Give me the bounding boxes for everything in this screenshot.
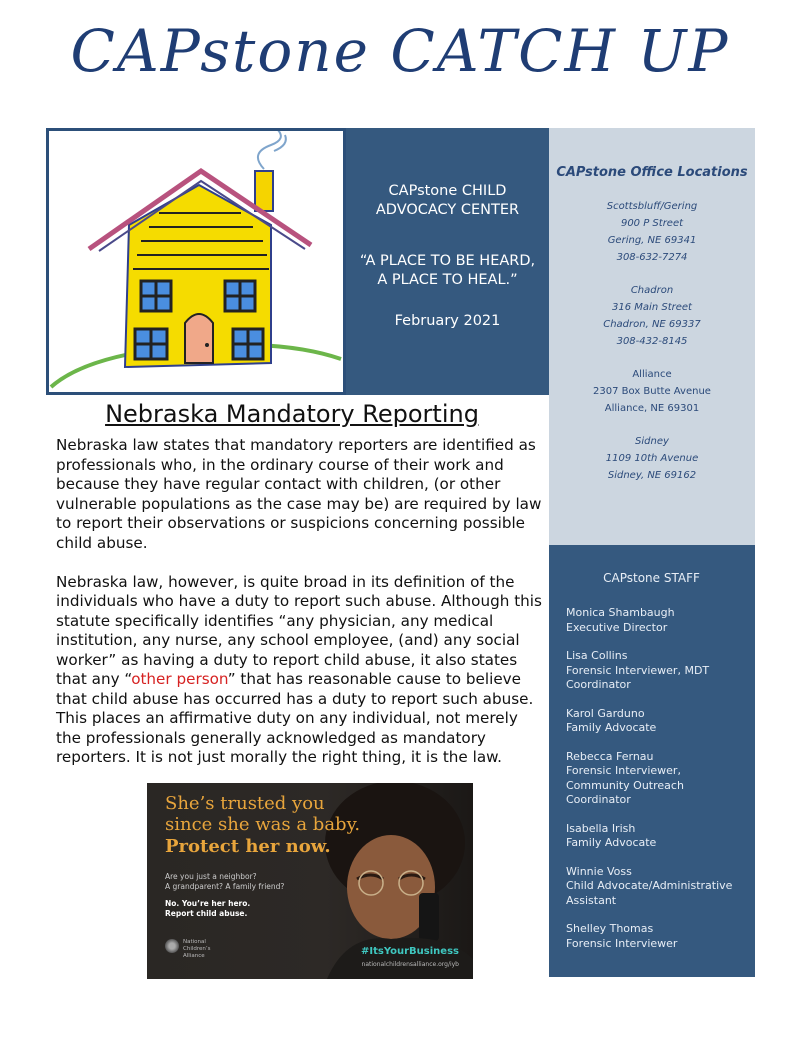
- office-line: Scottsbluff/Gering: [606, 201, 698, 212]
- nca-logo-icon: [165, 939, 179, 953]
- staff-role: Executive Director: [566, 620, 668, 634]
- office-line: Gering, NE 69341: [607, 235, 697, 246]
- office-line: Alliance, NE 69301: [604, 403, 700, 414]
- ad-question-line: A grandparent? A family friend?: [165, 882, 285, 891]
- staff-name: Monica Shambaugh: [566, 606, 675, 619]
- office-line: 1109 10th Avenue: [605, 453, 699, 464]
- staff-member: [566, 707, 745, 736]
- nca-logo-line: National: [183, 939, 206, 945]
- office-line: Sidney: [635, 436, 669, 447]
- center-name: [346, 182, 549, 220]
- motto-line: A PLACE TO HEAL.”: [377, 272, 518, 288]
- center-motto: [346, 252, 549, 290]
- highlighted-text: other person: [131, 670, 228, 688]
- center-info-panel: [346, 128, 549, 395]
- awareness-ad-image: [147, 783, 473, 979]
- staff-name: Karol Garduno: [566, 706, 645, 720]
- staff-member: [566, 922, 745, 951]
- staff-member: [566, 750, 745, 808]
- staff-member: [566, 822, 745, 851]
- staff-member: [566, 865, 745, 909]
- motto-line: “A PLACE TO BE HEARD,: [359, 253, 536, 269]
- staff-name: Winnie Voss: [566, 864, 632, 878]
- office-item: [549, 198, 755, 266]
- ad-headline-line: since she was a baby.: [165, 814, 361, 835]
- staff-role: Forensic Interviewer: [566, 936, 678, 950]
- issue-date: February 2021: [394, 313, 501, 329]
- staff-name: Shelley Thomas: [566, 922, 654, 935]
- staff-member: [566, 606, 745, 635]
- nca-logo: [165, 939, 211, 960]
- center-name-line: ADVOCACY CENTER: [375, 202, 520, 218]
- ad-answer-line: No. You’re her hero.: [165, 899, 251, 908]
- office-line: Chadron, NE 69337: [603, 319, 701, 330]
- office-line: 900 P Street: [620, 218, 684, 229]
- newsletter-masthead: CAPstone CATCH UP: [70, 17, 730, 85]
- staff-role: Coordinator: [566, 678, 631, 691]
- staff-role: Forensic Interviewer,: [566, 764, 681, 777]
- office-line: 316 Main Street: [612, 302, 692, 313]
- ad-question-line: Are you just a neighbor?: [165, 872, 257, 881]
- office-line: 2307 Box Butte Avenue: [593, 386, 711, 397]
- article-paragraph: Nebraska law states that mandatory reporters are identified as professionals who, in the ordinary course of their work and because they have regular contact with children, (or other vulnerable populations as the case may be) are required by law to report their observations or suspicions concerning possible child abuse.: [56, 436, 542, 552]
- staff-role: Family Advocate: [566, 721, 657, 734]
- article-body: [56, 436, 542, 787]
- office-item: [549, 433, 755, 484]
- article-title: Nebraska Mandatory Reporting: [105, 400, 479, 428]
- staff-name: Lisa Collins: [566, 649, 628, 662]
- staff-role: Family Advocate: [566, 836, 657, 849]
- office-line: Chadron: [630, 285, 674, 296]
- ad-question: [165, 872, 284, 892]
- staff-role: Assistant: [566, 893, 617, 907]
- house-drawing-icon: [49, 131, 343, 392]
- ad-hashtag: #ItsYourBusiness: [360, 946, 459, 957]
- staff-role: Coordinator: [566, 793, 631, 806]
- paragraph-text: ” that has reasonable cause to believe that child abuse has occurred has a duty to report such abuse. This places an affirmative duty on any individual, not merely the professionals generally acknowledged as mandatory reporters. It is not just morally the right thing, it is the law.: [56, 670, 534, 766]
- staff-role: Community Outreach: [566, 778, 684, 792]
- office-item: [549, 366, 755, 417]
- ad-headline: [165, 793, 360, 835]
- staff-title: CAPstone STAFF: [603, 571, 700, 585]
- paragraph-text: Nebraska law, however, is quite broad in its definition of the individuals who have a duty to report such abuse. Although this statute specifically identifies “any physician, any medical institution, any nurse, any school employee, (and) any social worker” as having a duty to report child abuse, it also states that any “: [56, 572, 542, 688]
- staff-member: [566, 649, 745, 693]
- staff-name: Isabella Irish: [566, 821, 636, 835]
- office-line: Sidney, NE 69162: [607, 470, 697, 481]
- ad-url: nationalchildrensalliance.org/iyb: [361, 961, 459, 968]
- house-logo: [46, 128, 346, 395]
- ad-answer: [165, 899, 250, 919]
- article-paragraph: [56, 573, 542, 768]
- staff-name: Rebecca Fernau: [566, 749, 654, 763]
- office-locations-title: CAPstone Office Locations: [556, 165, 748, 180]
- staff-panel: [549, 545, 755, 977]
- nca-logo-line: Alliance: [183, 953, 205, 959]
- ad-headline-bold: Protect her now.: [165, 836, 331, 857]
- office-item: [549, 282, 755, 350]
- office-line: 308-632-7274: [616, 252, 688, 263]
- staff-role: Child Advocate/Administrative: [566, 879, 733, 892]
- staff-role: Forensic Interviewer, MDT: [566, 663, 710, 677]
- nca-logo-line: Children’s: [183, 946, 211, 952]
- center-name-line: CAPstone CHILD: [388, 183, 507, 199]
- ad-headline-line: She’s trusted you: [165, 793, 325, 814]
- office-locations-panel: [549, 128, 755, 545]
- ad-answer-line: Report child abuse.: [165, 909, 248, 918]
- office-line: Alliance: [632, 369, 672, 380]
- office-line: 308-432-8145: [616, 336, 688, 347]
